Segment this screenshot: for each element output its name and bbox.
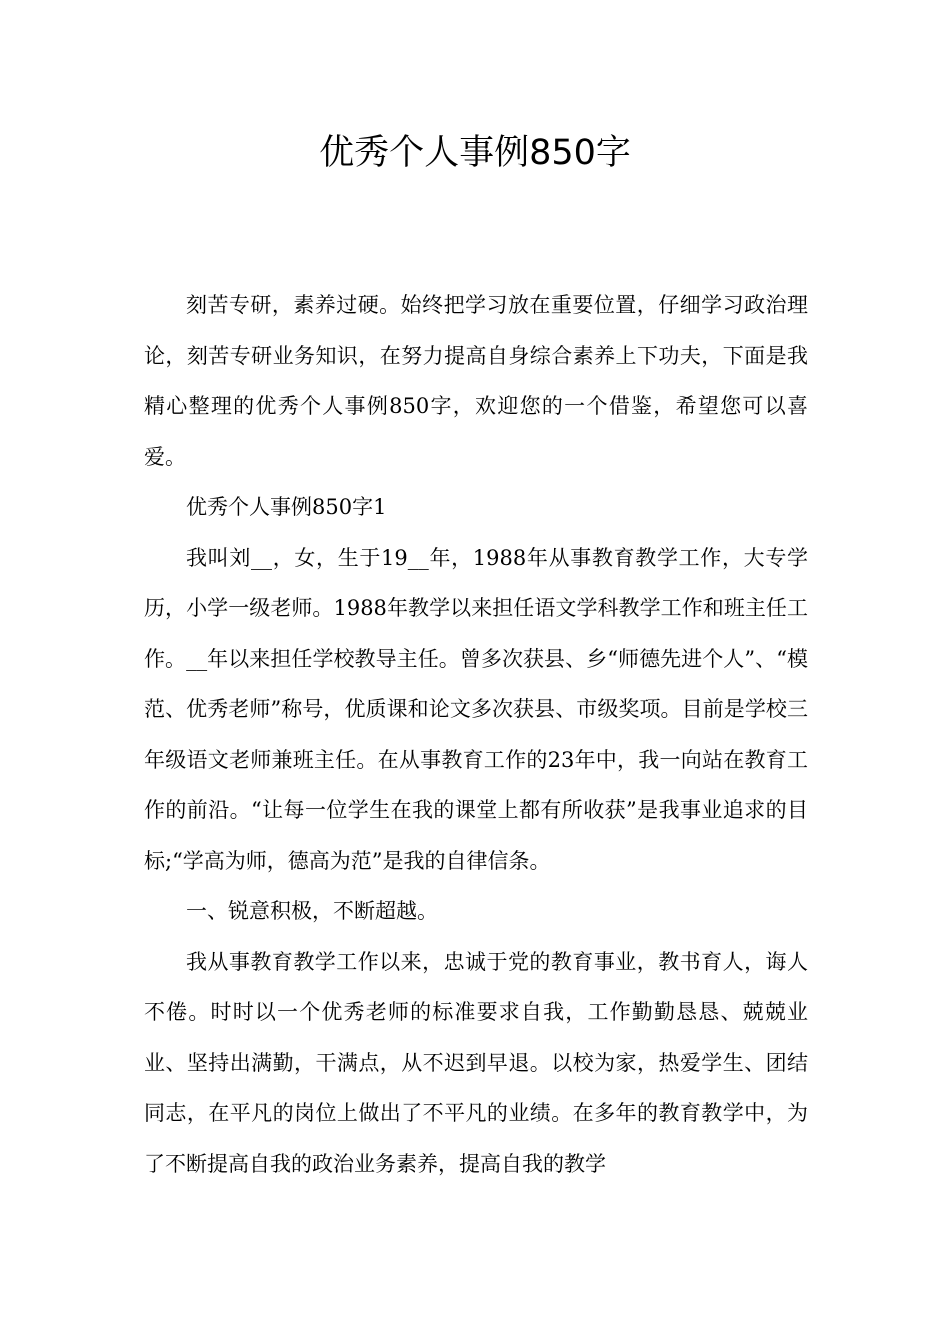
intro-paragraph: 刻苦专研，素养过硬。始终把学习放在重要位置，仔细学习政治理论，刻苦专研业务知识，在努力提高自身综合素养上下功夫，下面是我精心整理的优秀个人事例850字，欢迎您的一个借鉴，希望您可以喜爱。 [144, 293, 808, 469]
document-title: 优秀个人事例850字 [319, 133, 631, 173]
body-paragraph: 我叫刘__，女，生于19__年，1988年从事教育教学工作，大专学历，小学一级老师。1988年教学以来担任语文学科教学工作和班主任工作。__年以来担任学校教导主任。曾多次获县、乡“师德先进个人”、“模范、优秀老师”称号，优质课和论文多次获县、市级奖项。目前是学校三年级语文老师兼班主任。在从事教育工作的23年中，我一向站在教育工作的前沿。“让每一位学生在我的课堂上都有所收获”是我事业追求的目标;“学高为师，德高为范”是我的自律信条。 [144, 545, 808, 873]
body-paragraph: 我从事教育教学工作以来，忠诚于党的教育事业，教书育人，诲人不倦。时时以一个优秀老师的标准要求自我，工作勤勤恳恳、兢兢业业、坚持出满勤，干满点，从不迟到早退。以校为家，热爱学生、团结同志，在平凡的岗位上做出了不平凡的业绩。在多年的教育教学中，为了不断提高自我的政治业务素养，提高自我的教学 [144, 949, 808, 1176]
document-body [144, 280, 808, 1189]
subsection-heading: 一、锐意积极，不断超越。 [186, 899, 438, 923]
section-heading: 优秀个人事例850字1 [186, 495, 387, 519]
